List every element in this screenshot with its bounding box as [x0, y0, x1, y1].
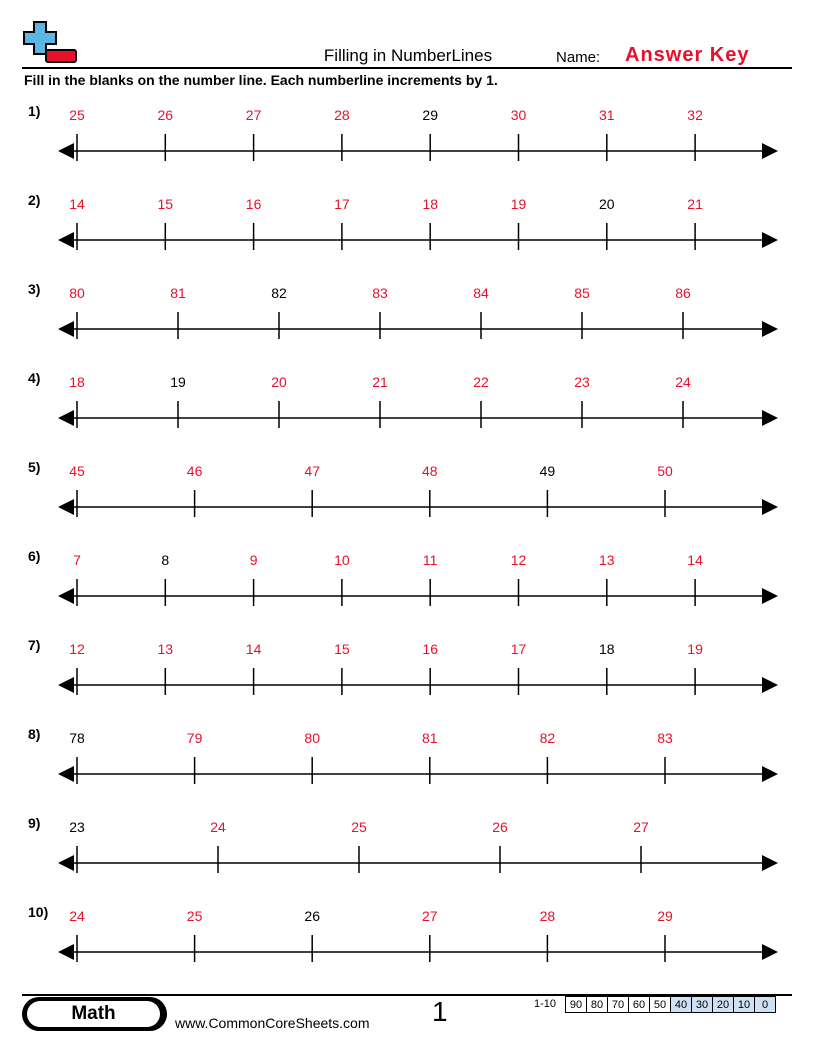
right-arrow-icon [762, 232, 778, 248]
answer-number: 18 [69, 374, 85, 390]
name-label: Name: [556, 49, 601, 66]
answer-number: 26 [157, 107, 174, 123]
answer-number: 17 [334, 196, 350, 212]
given-number: 26 [304, 908, 320, 924]
answer-number: 25 [69, 107, 85, 123]
right-arrow-icon [762, 321, 778, 337]
number-line-problem [28, 637, 778, 695]
problem-label: 5) [28, 459, 41, 475]
left-arrow-icon [58, 677, 74, 693]
answer-number: 28 [539, 908, 556, 924]
score-cell: 80 [587, 997, 608, 1013]
right-arrow-icon [762, 588, 778, 604]
answer-number: 12 [510, 552, 527, 568]
number-line-problem [28, 459, 778, 517]
problem-label: 7) [28, 637, 41, 653]
answer-number: 19 [687, 641, 703, 657]
score-cell: 0 [755, 997, 776, 1013]
answer-number: 84 [473, 285, 489, 301]
answer-number: 15 [157, 196, 174, 212]
answer-number: 22 [473, 374, 489, 390]
left-arrow-icon [58, 143, 74, 159]
score-cell: 10 [734, 997, 755, 1013]
answer-number: 13 [157, 641, 174, 657]
answer-number: 47 [304, 463, 320, 479]
answer-number: 24 [675, 374, 691, 390]
answer-number: 12 [69, 641, 85, 657]
answer-number: 13 [599, 552, 615, 568]
left-arrow-icon [58, 232, 74, 248]
number-line-problem [28, 904, 778, 962]
score-table [565, 996, 776, 1013]
problem-label: 1) [28, 103, 41, 119]
right-arrow-icon [762, 855, 778, 871]
answer-number: 28 [334, 107, 350, 123]
problem-label: 3) [28, 281, 41, 297]
problem-label: 9) [28, 815, 41, 831]
answer-number: 79 [186, 730, 203, 746]
problem-label: 4) [28, 370, 41, 386]
answer-number: 23 [574, 374, 590, 390]
number-line-problem [28, 548, 778, 606]
right-arrow-icon [762, 944, 778, 960]
number-line-problem [28, 192, 778, 250]
answer-number: 14 [245, 641, 262, 657]
page-number: 1 [432, 996, 448, 1027]
answer-number: 24 [69, 908, 85, 924]
answer-number: 81 [170, 285, 186, 301]
score-cell: 30 [692, 997, 713, 1013]
number-line-problem [28, 815, 778, 873]
subject-badge [22, 997, 167, 1031]
answer-number: 32 [687, 107, 703, 123]
answer-number: 85 [574, 285, 590, 301]
left-arrow-icon [58, 944, 74, 960]
number-line-problem [28, 370, 778, 428]
problem-label: 8) [28, 726, 41, 742]
answer-number: 45 [69, 463, 85, 479]
answer-number: 26 [492, 819, 508, 835]
answer-number: 20 [271, 374, 287, 390]
answer-key-label: Answer Key [625, 44, 750, 66]
score-cell: 40 [671, 997, 692, 1013]
right-arrow-icon [762, 143, 778, 159]
answer-number: 14 [687, 552, 703, 568]
answer-number: 18 [422, 196, 438, 212]
answer-number: 27 [633, 819, 649, 835]
number-line-problem [28, 103, 778, 161]
worksheet-title: Filling in NumberLines [323, 46, 493, 65]
answer-number: 48 [422, 463, 438, 479]
answer-number: 21 [372, 374, 388, 390]
answer-number: 19 [510, 196, 527, 212]
score-cell: 60 [629, 997, 650, 1013]
answer-number: 31 [599, 107, 615, 123]
left-arrow-icon [58, 321, 74, 337]
subject-label: Math [27, 1001, 160, 1027]
right-arrow-icon [762, 766, 778, 782]
answer-number: 14 [69, 196, 85, 212]
right-arrow-icon [762, 410, 778, 426]
score-cell: 70 [608, 997, 629, 1013]
given-number: 19 [170, 374, 186, 390]
answer-number: 24 [210, 819, 226, 835]
instructions: Fill in the blanks on the number line. Each numberline increments by 1. [24, 72, 498, 88]
answer-number: 50 [657, 463, 673, 479]
given-number: 8 [161, 552, 170, 568]
answer-number: 27 [245, 107, 262, 123]
left-arrow-icon [58, 410, 74, 426]
answer-number: 46 [186, 463, 203, 479]
score-cell: 50 [650, 997, 671, 1013]
answer-number: 29 [657, 908, 673, 924]
answer-number: 25 [186, 908, 203, 924]
answer-number: 16 [422, 641, 438, 657]
answer-number: 21 [687, 196, 703, 212]
site-url: www.CommonCoreSheets.com [175, 1015, 370, 1031]
answer-number: 83 [657, 730, 673, 746]
answer-number: 86 [675, 285, 691, 301]
answer-number: 17 [510, 641, 527, 657]
answer-number: 7 [73, 552, 81, 568]
answer-number: 11 [422, 552, 438, 568]
number-line-problem [28, 281, 778, 339]
given-number: 29 [422, 107, 438, 123]
given-number: 20 [599, 196, 615, 212]
given-number: 18 [599, 641, 615, 657]
answer-number: 9 [249, 552, 258, 568]
answer-number: 80 [304, 730, 320, 746]
given-number: 82 [271, 285, 287, 301]
score-range-label: 1-10 [534, 998, 557, 1010]
answer-number: 10 [334, 552, 350, 568]
given-number: 49 [539, 463, 556, 479]
answer-number: 16 [245, 196, 262, 212]
right-arrow-icon [762, 499, 778, 515]
score-cell: 90 [566, 997, 587, 1013]
number-line-problem [28, 726, 778, 784]
answer-number: 83 [372, 285, 388, 301]
answer-number: 81 [422, 730, 438, 746]
left-arrow-icon [58, 588, 74, 604]
answer-number: 30 [510, 107, 527, 123]
problem-label: 2) [28, 192, 41, 208]
answer-number: 15 [334, 641, 350, 657]
answer-number: 27 [422, 908, 438, 924]
given-number: 78 [69, 730, 85, 746]
given-number: 23 [69, 819, 85, 835]
right-arrow-icon [762, 677, 778, 693]
score-cell: 20 [713, 997, 734, 1013]
answer-number: 80 [69, 285, 85, 301]
left-arrow-icon [58, 766, 74, 782]
left-arrow-icon [58, 499, 74, 515]
problem-label: 6) [28, 548, 41, 564]
left-arrow-icon [58, 855, 74, 871]
answer-number: 25 [351, 819, 367, 835]
answer-number: 82 [539, 730, 556, 746]
problem-label: 10) [28, 904, 49, 920]
